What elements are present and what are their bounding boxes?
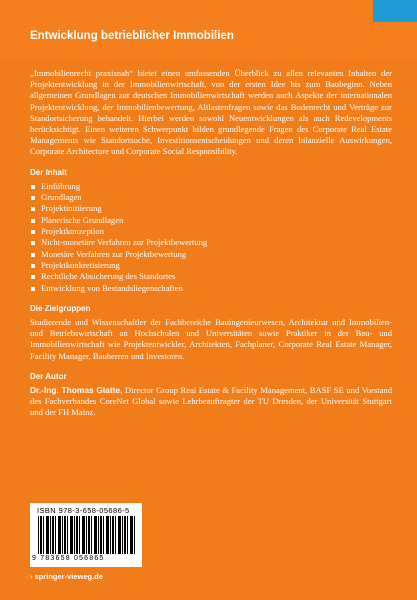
barcode-bars <box>38 516 136 554</box>
author-name: Dr.-Ing. Thomas Glatte, <box>30 385 123 396</box>
intro-paragraph: „Immobilienrecht praxisnah“ bietet einen umfassenden Überblick zu allen relevanten Inhalten der Projektentwicklung in der Immobilienwirtschaft, von der ersten Idee bis zum Baubeginn. Neben allgemeinen Grundlagen zur deutschen Immobilienwirtschaft werden auch Aspekte der internationalen Projektentwicklung, der Immobilienbewertung, Altlastenfragen sowie das Bodenrecht und Verträge zur Standortsicherung behandelt. Hierbei werden sowohl Neuentwicklungen als auch Redevelopments berücksichtigt. Einen weiteren Schwerpunkt bilden grundlegende Fragen des Corporate Real Estate Managements wie Standortsuche, Investitionsentscheidungen und deren bilanzielle Auswirkungen, Corporate Architecture und Corporate Social Responsibility. <box>30 68 392 157</box>
list-item: Projektkonzeption <box>30 226 392 237</box>
list-item: Projektinitiierung <box>30 203 392 214</box>
audience-text: Studierende und Wissenschaftler der Fachbereiche Bauingenieurwesen, Architektur und Immobilien- und Betriebswirtschaft an Hochschulen und Universitäten sowie Praktiker in der Bau- und Immobilienwirtschaft wie Projektentwickler, Architekten, Fachplaner, Corporate Real Estate Manager, Facility Manager, Bauherren und Investoren. <box>30 317 392 361</box>
list-item: Planerische Grundlagen <box>30 215 392 226</box>
list-item: Rechtliche Absicherung des Standortes <box>30 271 392 282</box>
back-cover-text <box>30 68 392 419</box>
publisher-link[interactable]: › springer-vieweg.de <box>30 572 103 581</box>
book-title: Entwicklung betrieblicher Immobilien <box>30 30 234 42</box>
author-paragraph <box>30 385 392 419</box>
contents-heading: Der Inhalt <box>30 167 67 177</box>
list-item: Nicht-monetäre Verfahren zur Projektbewertung <box>30 237 392 248</box>
list-item: Einführung <box>30 181 392 192</box>
list-item: Monetäre Verfahren zur Projektbewertung <box>30 249 392 260</box>
author-bio: Director Group Real Estate & Facility Management, BASF SE und Vorstand des Fachverbandes CoreNet Global sowie Lehrbeauftragter der TU Dresden, der Universität Stuttgart und der FH Mainz. <box>30 385 392 418</box>
list-item: Projektkonkretisierung <box>30 260 392 271</box>
barcode-digits: 9 783658 056865 <box>32 555 105 562</box>
author-heading: Der Autor <box>30 371 67 381</box>
list-item: Entwicklung von Bestandsliegenschaften <box>30 283 392 294</box>
isbn-barcode <box>30 503 142 567</box>
contents-list <box>30 181 392 294</box>
publisher-accent-square <box>373 0 417 22</box>
list-item: Grundlagen <box>30 192 392 203</box>
audience-heading: Die Zielgruppen <box>30 303 91 313</box>
isbn-label: ISBN 978-3-658-05686-5 <box>37 506 130 515</box>
